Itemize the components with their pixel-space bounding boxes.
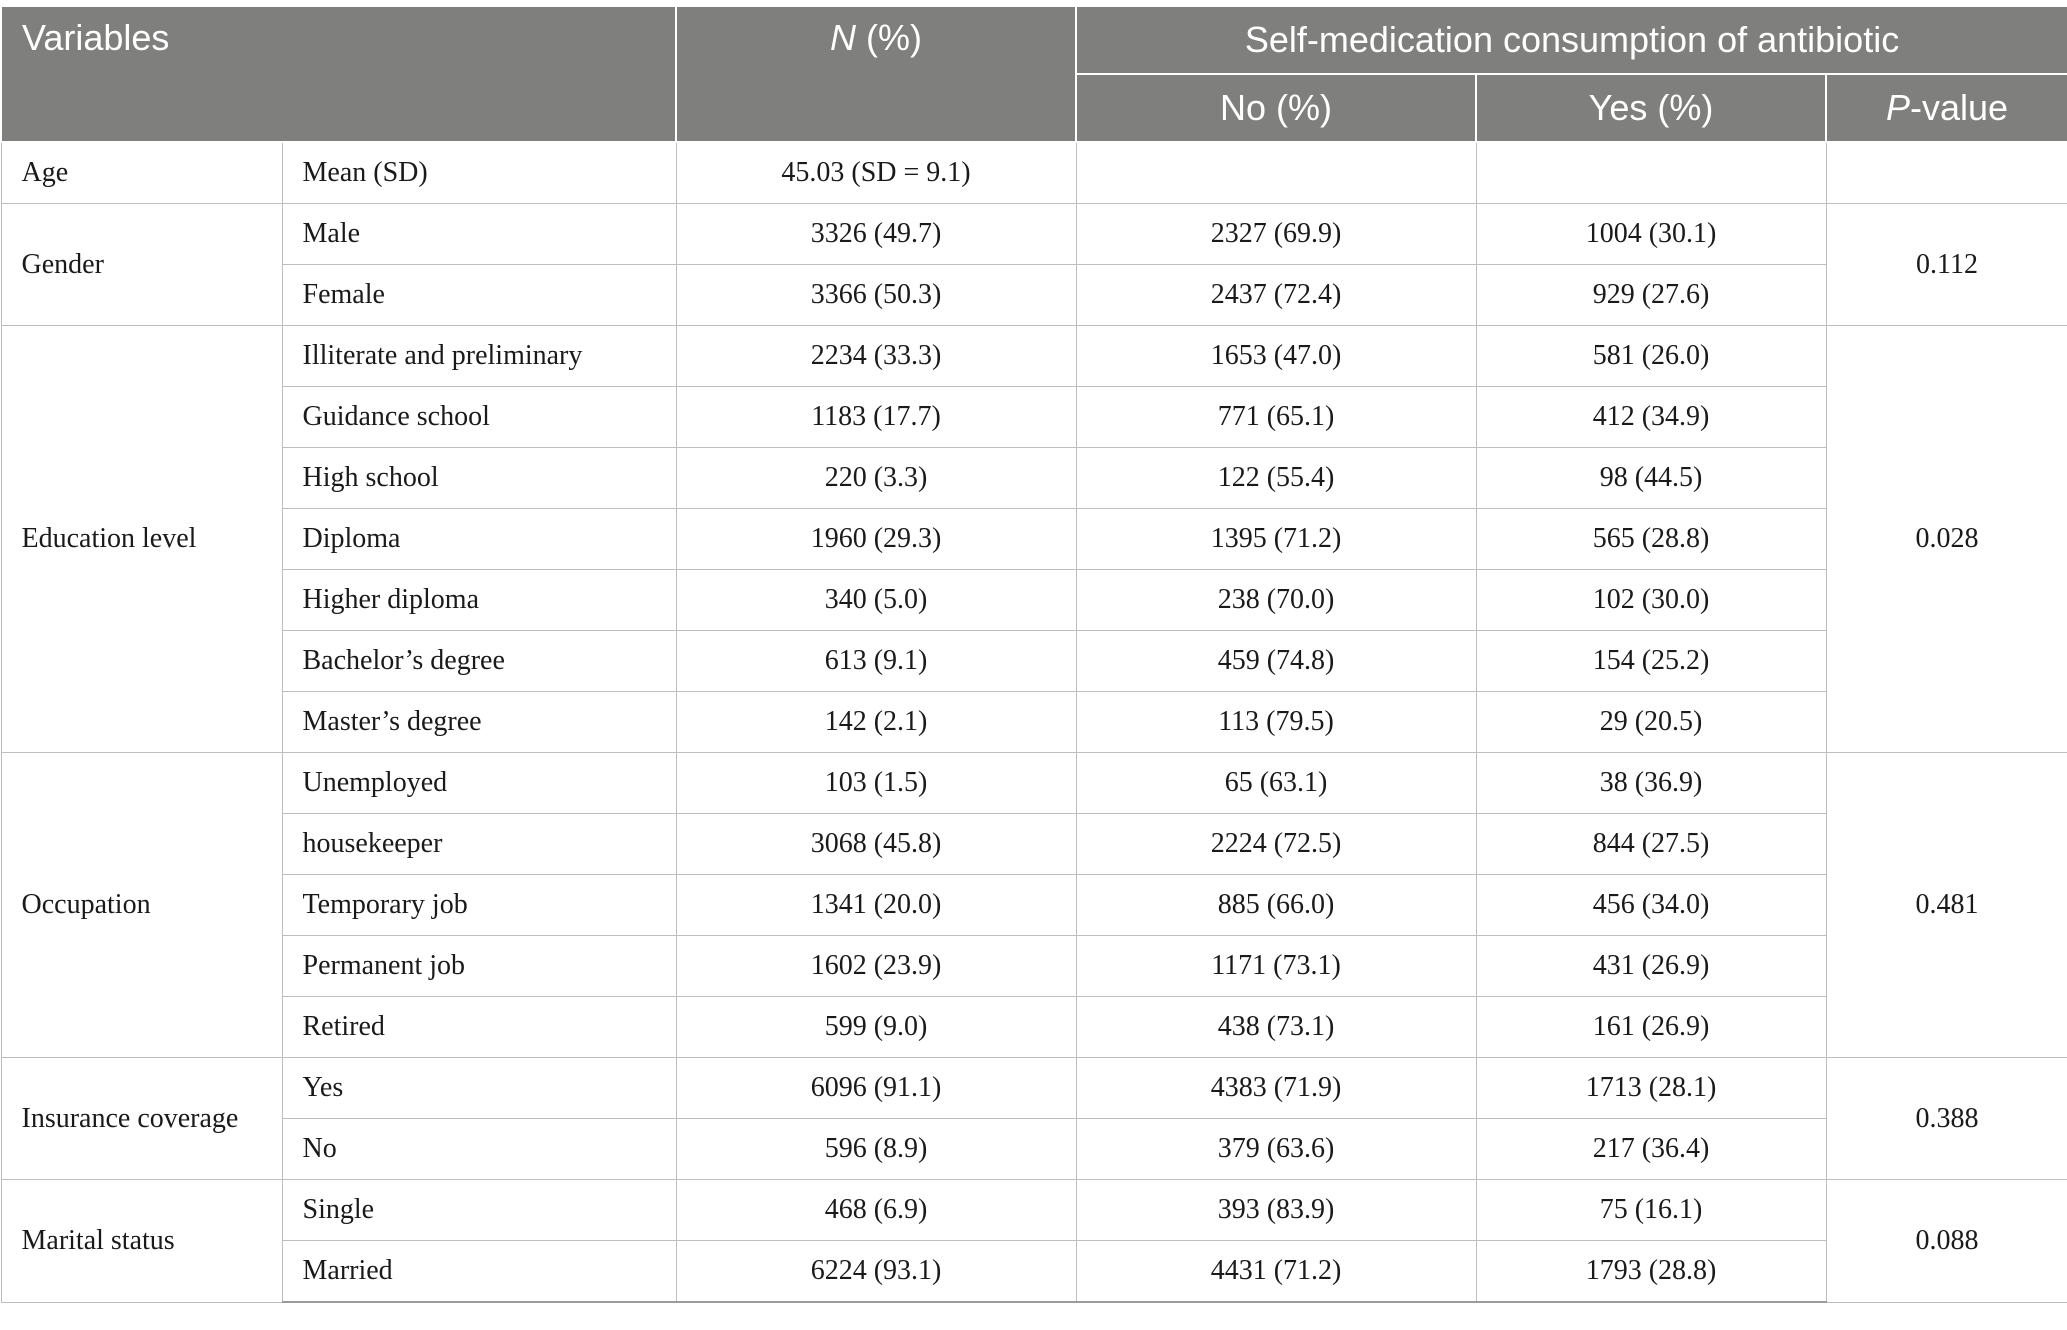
yes-cell: [1476, 142, 1826, 204]
table-body: [1, 142, 2067, 1302]
n-cell: 599 (9.0): [676, 997, 1076, 1058]
p-value-cell: 0.112: [1826, 204, 2067, 326]
table-row: [1, 1241, 2067, 1303]
yes-cell: 102 (30.0): [1476, 570, 1826, 631]
n-cell: 103 (1.5): [676, 753, 1076, 814]
no-cell: 771 (65.1): [1076, 387, 1476, 448]
category-cell: Diploma: [282, 509, 676, 570]
no-cell: 393 (83.9): [1076, 1180, 1476, 1241]
no-cell: 2327 (69.9): [1076, 204, 1476, 265]
category-cell: Female: [282, 265, 676, 326]
n-cell: 596 (8.9): [676, 1119, 1076, 1180]
n-cell: 45.03 (SD = 9.1): [676, 142, 1076, 204]
table-row: [1, 875, 2067, 936]
table-row: [1, 753, 2067, 814]
p-value-cell: 0.388: [1826, 1058, 2067, 1180]
table-row: [1, 936, 2067, 997]
yes-cell: 38 (36.9): [1476, 753, 1826, 814]
table-row: [1, 1058, 2067, 1119]
category-cell: Bachelor’s degree: [282, 631, 676, 692]
n-cell: 1341 (20.0): [676, 875, 1076, 936]
header-self-medication: Self-medication consumption of antibiotic: [1076, 7, 2067, 74]
table-row: [1, 448, 2067, 509]
yes-cell: 412 (34.9): [1476, 387, 1826, 448]
yes-cell: 1713 (28.1): [1476, 1058, 1826, 1119]
category-cell: Yes: [282, 1058, 676, 1119]
category-cell: High school: [282, 448, 676, 509]
variable-cell: Occupation: [1, 753, 282, 1058]
variable-cell: Gender: [1, 204, 282, 326]
header-p-value: P-value: [1826, 74, 2067, 142]
yes-cell: 1793 (28.8): [1476, 1241, 1826, 1303]
table-row: [1, 204, 2067, 265]
no-cell: 65 (63.1): [1076, 753, 1476, 814]
p-value-cell: 0.481: [1826, 753, 2067, 1058]
table-row: [1, 1180, 2067, 1241]
table-row: [1, 265, 2067, 326]
table-row: [1, 631, 2067, 692]
no-cell: 4431 (71.2): [1076, 1241, 1476, 1303]
table-row: [1, 387, 2067, 448]
yes-cell: 29 (20.5): [1476, 692, 1826, 753]
n-cell: 220 (3.3): [676, 448, 1076, 509]
category-cell: Unemployed: [282, 753, 676, 814]
table-row: [1, 1119, 2067, 1180]
no-cell: 1653 (47.0): [1076, 326, 1476, 387]
category-cell: Male: [282, 204, 676, 265]
category-cell: Married: [282, 1241, 676, 1303]
table-row: [1, 326, 2067, 387]
header-variables: Variables: [1, 7, 676, 142]
yes-cell: 456 (34.0): [1476, 875, 1826, 936]
no-cell: 459 (74.8): [1076, 631, 1476, 692]
variable-cell: Age: [1, 142, 282, 204]
header-no: No (%): [1076, 74, 1476, 142]
no-cell: 238 (70.0): [1076, 570, 1476, 631]
no-cell: 2437 (72.4): [1076, 265, 1476, 326]
yes-cell: 161 (26.9): [1476, 997, 1826, 1058]
n-cell: 3068 (45.8): [676, 814, 1076, 875]
category-cell: Temporary job: [282, 875, 676, 936]
no-cell: 2224 (72.5): [1076, 814, 1476, 875]
n-cell: 6096 (91.1): [676, 1058, 1076, 1119]
table-row: [1, 142, 2067, 204]
yes-cell: 581 (26.0): [1476, 326, 1826, 387]
no-cell: 885 (66.0): [1076, 875, 1476, 936]
yes-cell: 431 (26.9): [1476, 936, 1826, 997]
no-cell: 113 (79.5): [1076, 692, 1476, 753]
no-cell: [1076, 142, 1476, 204]
yes-cell: 929 (27.6): [1476, 265, 1826, 326]
n-cell: 6224 (93.1): [676, 1241, 1076, 1303]
n-cell: 3366 (50.3): [676, 265, 1076, 326]
yes-cell: 154 (25.2): [1476, 631, 1826, 692]
variable-cell: Insurance coverage: [1, 1058, 282, 1180]
category-cell: housekeeper: [282, 814, 676, 875]
category-cell: Mean (SD): [282, 142, 676, 204]
yes-cell: 1004 (30.1): [1476, 204, 1826, 265]
n-cell: 340 (5.0): [676, 570, 1076, 631]
p-value-cell: 0.028: [1826, 326, 2067, 753]
yes-cell: 565 (28.8): [1476, 509, 1826, 570]
category-cell: Illiterate and preliminary: [282, 326, 676, 387]
category-cell: No: [282, 1119, 676, 1180]
yes-cell: 844 (27.5): [1476, 814, 1826, 875]
no-cell: 438 (73.1): [1076, 997, 1476, 1058]
table-row: [1, 692, 2067, 753]
category-cell: Master’s degree: [282, 692, 676, 753]
no-cell: 4383 (71.9): [1076, 1058, 1476, 1119]
no-cell: 1395 (71.2): [1076, 509, 1476, 570]
category-cell: Permanent job: [282, 936, 676, 997]
n-cell: 1960 (29.3): [676, 509, 1076, 570]
results-table: [0, 7, 2067, 1303]
p-value-cell: 0.088: [1826, 1180, 2067, 1303]
yes-cell: 75 (16.1): [1476, 1180, 1826, 1241]
n-cell: 468 (6.9): [676, 1180, 1076, 1241]
no-cell: 379 (63.6): [1076, 1119, 1476, 1180]
p-value-cell: [1826, 142, 2067, 204]
n-cell: 1602 (23.9): [676, 936, 1076, 997]
variable-cell: Education level: [1, 326, 282, 753]
n-cell: 3326 (49.7): [676, 204, 1076, 265]
variable-cell: Marital status: [1, 1180, 282, 1303]
n-cell: 142 (2.1): [676, 692, 1076, 753]
header-yes: Yes (%): [1476, 74, 1826, 142]
no-cell: 1171 (73.1): [1076, 936, 1476, 997]
table-header: [1, 7, 2067, 142]
category-cell: Single: [282, 1180, 676, 1241]
yes-cell: 217 (36.4): [1476, 1119, 1826, 1180]
header-n: N (%): [676, 7, 1076, 142]
n-cell: 2234 (33.3): [676, 326, 1076, 387]
no-cell: 122 (55.4): [1076, 448, 1476, 509]
category-cell: Guidance school: [282, 387, 676, 448]
table-row: [1, 997, 2067, 1058]
category-cell: Retired: [282, 997, 676, 1058]
table-row: [1, 814, 2067, 875]
yes-cell: 98 (44.5): [1476, 448, 1826, 509]
n-cell: 613 (9.1): [676, 631, 1076, 692]
table-row: [1, 509, 2067, 570]
n-cell: 1183 (17.7): [676, 387, 1076, 448]
category-cell: Higher diploma: [282, 570, 676, 631]
table-row: [1, 570, 2067, 631]
